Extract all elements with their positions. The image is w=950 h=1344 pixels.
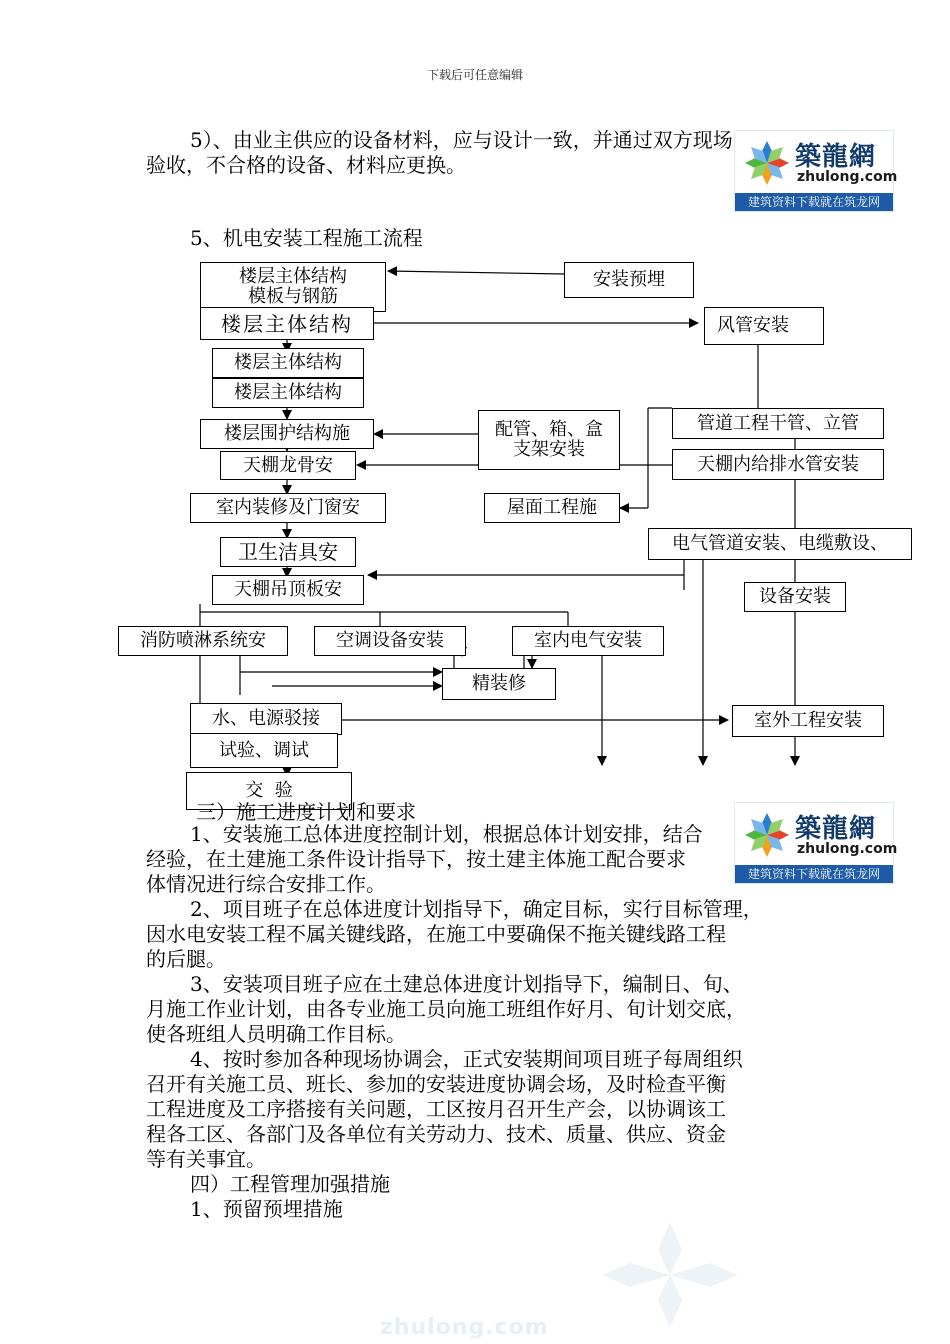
flow-node-ceiling-joist: 天棚龙骨安 (220, 451, 356, 480)
flow-node-ceiling-board: 天棚吊顶板安 (212, 575, 364, 605)
flow-node-conduit-box (478, 410, 620, 470)
paragraph-line: 月施工作业计划，由各专业施工员向施工班组作好月、旬计划交底， (146, 997, 746, 1021)
paragraph-line: 的后腿。 (146, 947, 226, 971)
flow-node-main-structure-3: 楼层主体结构 (212, 378, 364, 408)
flow-node-indoor-electrical: 室内电气安装 (512, 626, 664, 656)
section-heading: 四）工程管理加强措施 (190, 1172, 390, 1196)
flow-node-main-structure: 楼层主体结构 (200, 307, 374, 340)
logo-slogan: 建筑资料下载就在筑龙网 (735, 865, 893, 883)
paragraph-line: 1、安装施工总体进度控制计划，根据总体计划安排，结合 (190, 822, 703, 846)
logo-name: 築龍網 (795, 814, 877, 844)
flow-node-water-power: 水、电源驳接 (190, 703, 342, 735)
flow-node-ceiling-plumbing: 天棚内给排水管安装 (672, 449, 884, 480)
flow-node-text: 模板与钢筋 (248, 286, 338, 307)
paragraph-line: 5）、由业主供应的设备材料，应与设计一致，并通过双方现场 (190, 128, 733, 152)
flow-node-main-structure-2: 楼层主体结构 (212, 348, 364, 378)
flow-node-text: 支架安装 (513, 439, 585, 460)
flow-node-sanitary: 卫生洁具安 (220, 537, 356, 567)
flow-node-acceptance: 交 验 (186, 772, 352, 810)
flow-node-equipment: 设备安装 (744, 582, 846, 612)
flow-node-hvac: 空调设备安装 (314, 626, 466, 656)
flow-node-sprinkler: 消防喷淋系统安 (118, 626, 288, 656)
flow-node-electrical-conduit: 电气管道安装、电缆敷设、 (648, 528, 912, 560)
flow-node-envelope: 楼层围护结构施 (200, 419, 374, 449)
watermark-snowflake-icon (600, 1220, 740, 1330)
logo-url: zhulong.com (797, 169, 898, 185)
paragraph-line: 经验，在土建施工条件设计指导下，按土建主体施工配合要求 (146, 847, 686, 871)
watermark (0, 1200, 950, 1344)
flow-node-testing: 试验、调试 (190, 733, 338, 768)
paragraph-line: 使各班组人员明确工作目标。 (146, 1022, 406, 1046)
paragraph-line: 验收，不合格的设备、材料应更换。 (146, 153, 466, 177)
paragraph-line: 3、安装项目班子应在土建总体进度计划指导下，编制日、旬、 (190, 972, 743, 996)
flow-node-text: 配管、箱、盒 (495, 419, 603, 440)
flow-node-pipe-mains: 管道工程干管、立管 (672, 408, 884, 439)
logo-name: 築龍網 (795, 142, 877, 172)
paragraph-line: 1、预留预埋措施 (190, 1197, 343, 1221)
paragraph-line: 召开有关施工员、班长、参加的安装进度协调会场，及时检查平衡 (146, 1072, 726, 1096)
flow-node-embed: 安装预埋 (564, 262, 694, 298)
paragraph-line: 工程进度及工序搭接有关问题，工区按月召开生产会，以协调该工 (146, 1097, 726, 1121)
snowflake-logo-icon (743, 811, 791, 859)
flow-node-fine-finish: 精装修 (442, 668, 556, 700)
section-heading: 三）施工进度计划和要求 (196, 800, 416, 824)
watermark-text: zhulong.com (380, 1315, 549, 1340)
paragraph-line: 体情况进行综合安排工作。 (146, 872, 386, 896)
flow-node-main-structure-formwork (200, 262, 386, 312)
paragraph-line: 2、项目班子在总体进度计划指导下，确定目标，实行目标管理， (190, 897, 763, 921)
flow-node-text: 楼层主体结构 (239, 266, 347, 287)
flow-node-roofing: 屋面工程施 (484, 493, 620, 523)
flow-node-interior-finish: 室内装修及门窗安 (190, 493, 386, 523)
paragraph-line: 因水电安装工程不属关键线路，在施工中要确保不拖关键线路工程 (146, 922, 726, 946)
paragraph-line: 程各工区、各部门及各单位有关劳动力、技术、质量、供应、资金 (146, 1122, 726, 1146)
zhulong-logo (734, 802, 898, 884)
logo-url: zhulong.com (797, 841, 898, 857)
logo-slogan: 建筑资料下载就在筑龙网 (735, 193, 893, 211)
header-note: 下载后可任意编辑 (426, 68, 523, 82)
flow-node-outdoor: 室外工程安装 (732, 705, 884, 737)
paragraph-line: 等有关事宜。 (146, 1147, 266, 1171)
flow-node-duct: 风管安装 (704, 307, 824, 345)
section-title: 5、机电安装工程施工流程 (190, 226, 423, 250)
paragraph-line: 4、按时参加各种现场协调会，正式安装期间项目班子每周组织 (190, 1047, 743, 1071)
